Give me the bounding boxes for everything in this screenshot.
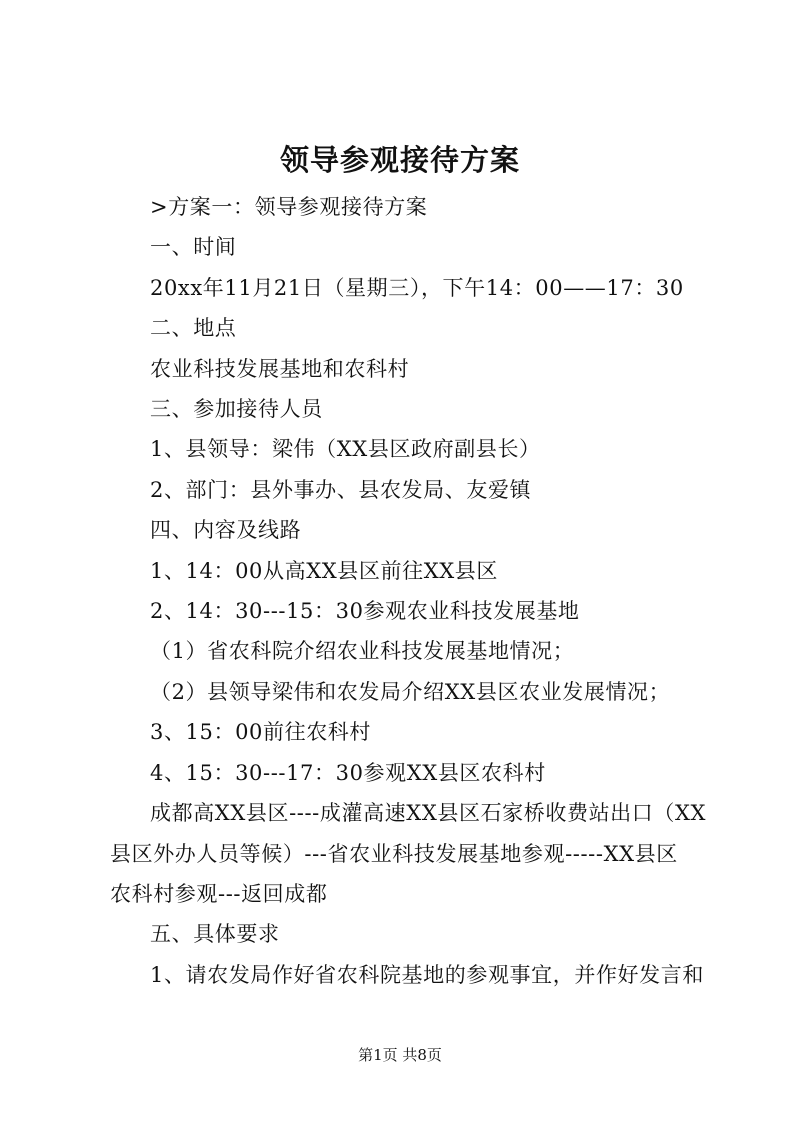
text-line: 农业科技发展基地和农科村 — [150, 356, 410, 381]
text-line: 农科村参观---返回成都 — [110, 881, 328, 906]
text-line: >方案一：领导参观接待方案 — [150, 195, 428, 219]
text-line: 4、15：30---17：30参观XX县区农科村 — [150, 760, 546, 785]
text-line: 1、县领导：梁伟（XX县区政府副县长） — [150, 437, 541, 462]
text-line: 1、请农发局作好省农科院基地的参观事宜，并作好发言和 — [150, 962, 704, 987]
text-line: 3、15：00前往农科村 — [150, 720, 372, 745]
section-heading: 二、地点 — [150, 316, 237, 341]
section-heading: 五、具体要求 — [150, 922, 280, 947]
text-line: （2）县领导梁伟和农发局介绍XX县区农业发展情况； — [150, 679, 671, 704]
document-body — [110, 187, 710, 995]
page-footer: 第1页 共8页 — [358, 1046, 442, 1064]
text-line: （1）省农科院介绍农业科技发展基地情况； — [150, 639, 575, 664]
text-line: 成都高XX县区----成灌高速XX县区石家桥收费站出口（XX — [150, 801, 707, 826]
text-line: 2、部门：县外事办、县农发局、友爱镇 — [150, 477, 532, 502]
text-line: 县区外办人员等候）---省农业科技发展基地参观-----XX县区 — [110, 841, 678, 866]
section-heading: 四、内容及线路 — [150, 518, 302, 543]
section-heading: 三、参加接待人员 — [150, 397, 323, 422]
section-heading: 一、时间 — [150, 235, 237, 260]
text-line: 20xx年11月21日（星期三），下午14：00——17：30 — [150, 275, 684, 300]
document-title: 领导参观接待方案 — [279, 143, 520, 177]
text-line: 2、14：30---15：30参观农业科技发展基地 — [150, 599, 580, 624]
text-line: 1、14：00从高XX县区前往XX县区 — [150, 558, 499, 583]
